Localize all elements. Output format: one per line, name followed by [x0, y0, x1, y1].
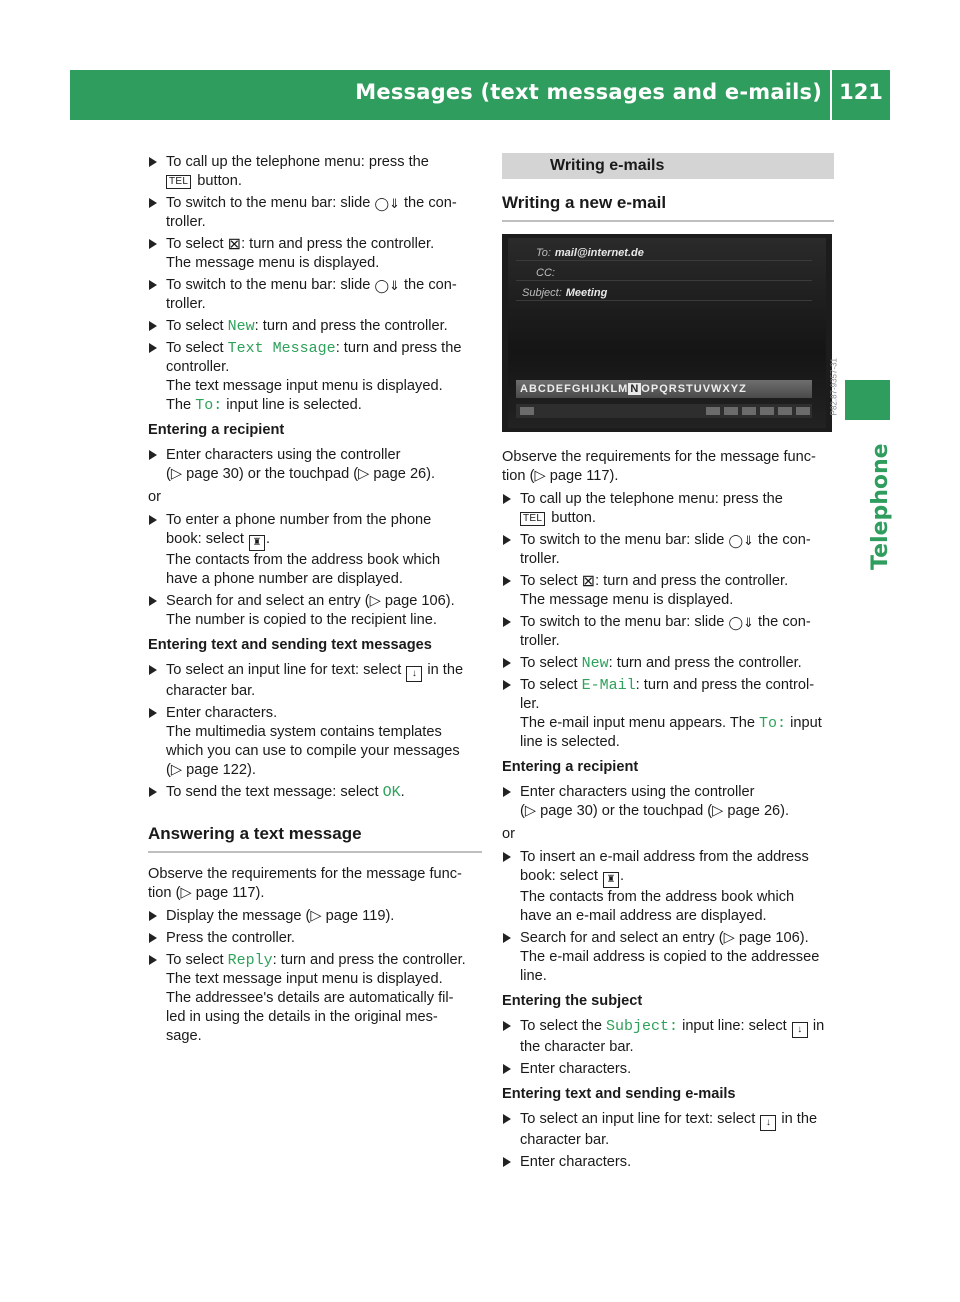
menu-item-email: E-Mail — [581, 677, 636, 694]
chapter-tab-marker — [845, 380, 890, 420]
step: Enter characters. The multimedia system contains templates which you can use to compile your messages (▷ page 122). — [148, 704, 482, 780]
envelope-icon: ⊠ — [581, 573, 596, 590]
step: Enter characters using the controller (▷ page 30) or the touchpad (▷ page 26). — [148, 446, 482, 484]
tel-button-icon: TEL — [520, 512, 545, 526]
step: To call up the telephone menu: press the TEL button. — [148, 153, 482, 191]
section-title: Answering a text message — [148, 824, 482, 853]
character-bar[interactable]: ABCDEFGHIJKLM N OPQRSTUVWXYZ — [516, 380, 812, 398]
email-cc-row: CC: — [536, 267, 555, 279]
subheading: Entering text and sending e-mails — [502, 1086, 736, 1102]
step: Enter characters using the controller (▷ page 30) or the touchpad (▷ page 26). — [502, 783, 834, 821]
envelope-icon: ⊠ — [227, 236, 242, 253]
step: Enter characters. — [502, 1153, 834, 1172]
paragraph: Observe the requirements for the message func- tion (▷ page 117). — [148, 866, 462, 901]
step: To select New: turn and press the controller. — [148, 317, 482, 336]
subheading: Entering a recipient — [502, 759, 639, 775]
subheading: Entering text and sending text messages — [148, 637, 432, 653]
step: To select E-Mail: turn and press the control- ler. The e-mail input menu appears. The To: input line is selected. — [502, 676, 834, 752]
step: To select ⊠: turn and press the controller. The message menu is displayed. — [148, 235, 482, 273]
address-book-icon: ♜ — [249, 535, 265, 551]
address-book-icon: ♜ — [603, 872, 619, 888]
chapter-tab-label: Telephone — [868, 443, 893, 570]
or-text: or — [502, 826, 515, 842]
arrow-down-icon: ↓ — [760, 1115, 776, 1131]
left-column — [148, 153, 482, 1049]
step: Search for and select an entry (▷ page 106). The number is copied to the recipient line. — [148, 592, 482, 630]
step: Press the controller. — [148, 929, 482, 948]
chapter-heading: Writing e-mails — [502, 153, 834, 179]
step: To send the text message: select OK. — [148, 783, 482, 802]
step: To select Reply: turn and press the controller. The text message input menu is displayed. The addressee's details are automatically fil- led in using the details in the original mes- sage. — [148, 951, 482, 1046]
step: To switch to the menu bar: slide ◯⇓ the con- troller. — [148, 194, 482, 232]
function-bar[interactable] — [516, 404, 812, 418]
menu-item-new: New — [581, 655, 609, 672]
email-to-row: To: mail@internet.de — [536, 247, 644, 259]
image-code: P82.87-9357-31 — [829, 358, 838, 416]
menu-item-to: To: — [195, 397, 223, 414]
step: Search for and select an entry (▷ page 106). The e-mail address is copied to the addressee line. — [502, 929, 834, 986]
menu-item-ok: OK — [382, 784, 401, 801]
step: To switch to the menu bar: slide ◯⇓ the con- troller. — [502, 613, 834, 651]
tel-button-icon: TEL — [166, 175, 191, 189]
controller-slide-icon: ◯⇓ — [374, 196, 400, 211]
subheading: Entering a recipient — [148, 422, 285, 438]
controller-slide-icon: ◯⇓ — [728, 615, 754, 630]
step: Enter characters. — [502, 1060, 834, 1079]
step: To select the Subject: input line: select ↓ in the character bar. — [502, 1017, 834, 1057]
step: To call up the telephone menu: press the TEL button. — [502, 490, 834, 528]
menu-item-new: New — [227, 318, 255, 335]
step: To select an input line for text: select ↓ in the character bar. — [502, 1110, 834, 1150]
step: To enter a phone number from the phone book: select ♜ . The contacts from the address book which have a phone number are displayed. — [148, 511, 482, 589]
section-title: Writing a new e-mail — [502, 193, 834, 222]
page-number: 121 — [839, 80, 883, 104]
right-column — [502, 153, 838, 1175]
step: To insert an e-mail address from the address book: select ♜ . The contacts from the address book which have an e-mail address are displayed. — [502, 848, 834, 926]
arrow-down-icon: ↓ — [792, 1022, 808, 1038]
controller-slide-icon: ◯⇓ — [728, 533, 754, 548]
menu-item-subject: Subject: — [606, 1018, 679, 1035]
page-header — [70, 70, 890, 120]
subheading: Entering the subject — [502, 993, 643, 1009]
menu-item-to: To: — [759, 715, 787, 732]
step: Display the message (▷ page 119). — [148, 907, 482, 926]
menu-item-text-message: Text Message — [227, 340, 336, 357]
email-subject-row: Subject: Meeting — [522, 287, 608, 299]
step: To switch to the menu bar: slide ◯⇓ the con- troller. — [502, 531, 834, 569]
step: To select New: turn and press the controller. — [502, 654, 834, 673]
step: To select Text Message: turn and press the controller. The text message input menu is displayed. The To: input line is selected. — [148, 339, 482, 415]
controller-slide-icon: ◯⇓ — [374, 278, 400, 293]
or-text: or — [148, 489, 161, 505]
step: To select ⊠: turn and press the controller. The message menu is displayed. — [502, 572, 834, 610]
paragraph: Observe the requirements for the message func- tion (▷ page 117). — [502, 449, 816, 484]
menu-item-reply: Reply — [227, 952, 273, 969]
arrow-down-icon: ↓ — [406, 666, 422, 682]
header-title: Messages (text messages and e-mails) — [355, 80, 822, 104]
step: To select an input line for text: select ↓ in the character bar. — [148, 661, 482, 701]
display-screenshot — [502, 234, 838, 432]
step: To switch to the menu bar: slide ◯⇓ the con- troller. — [148, 276, 482, 314]
